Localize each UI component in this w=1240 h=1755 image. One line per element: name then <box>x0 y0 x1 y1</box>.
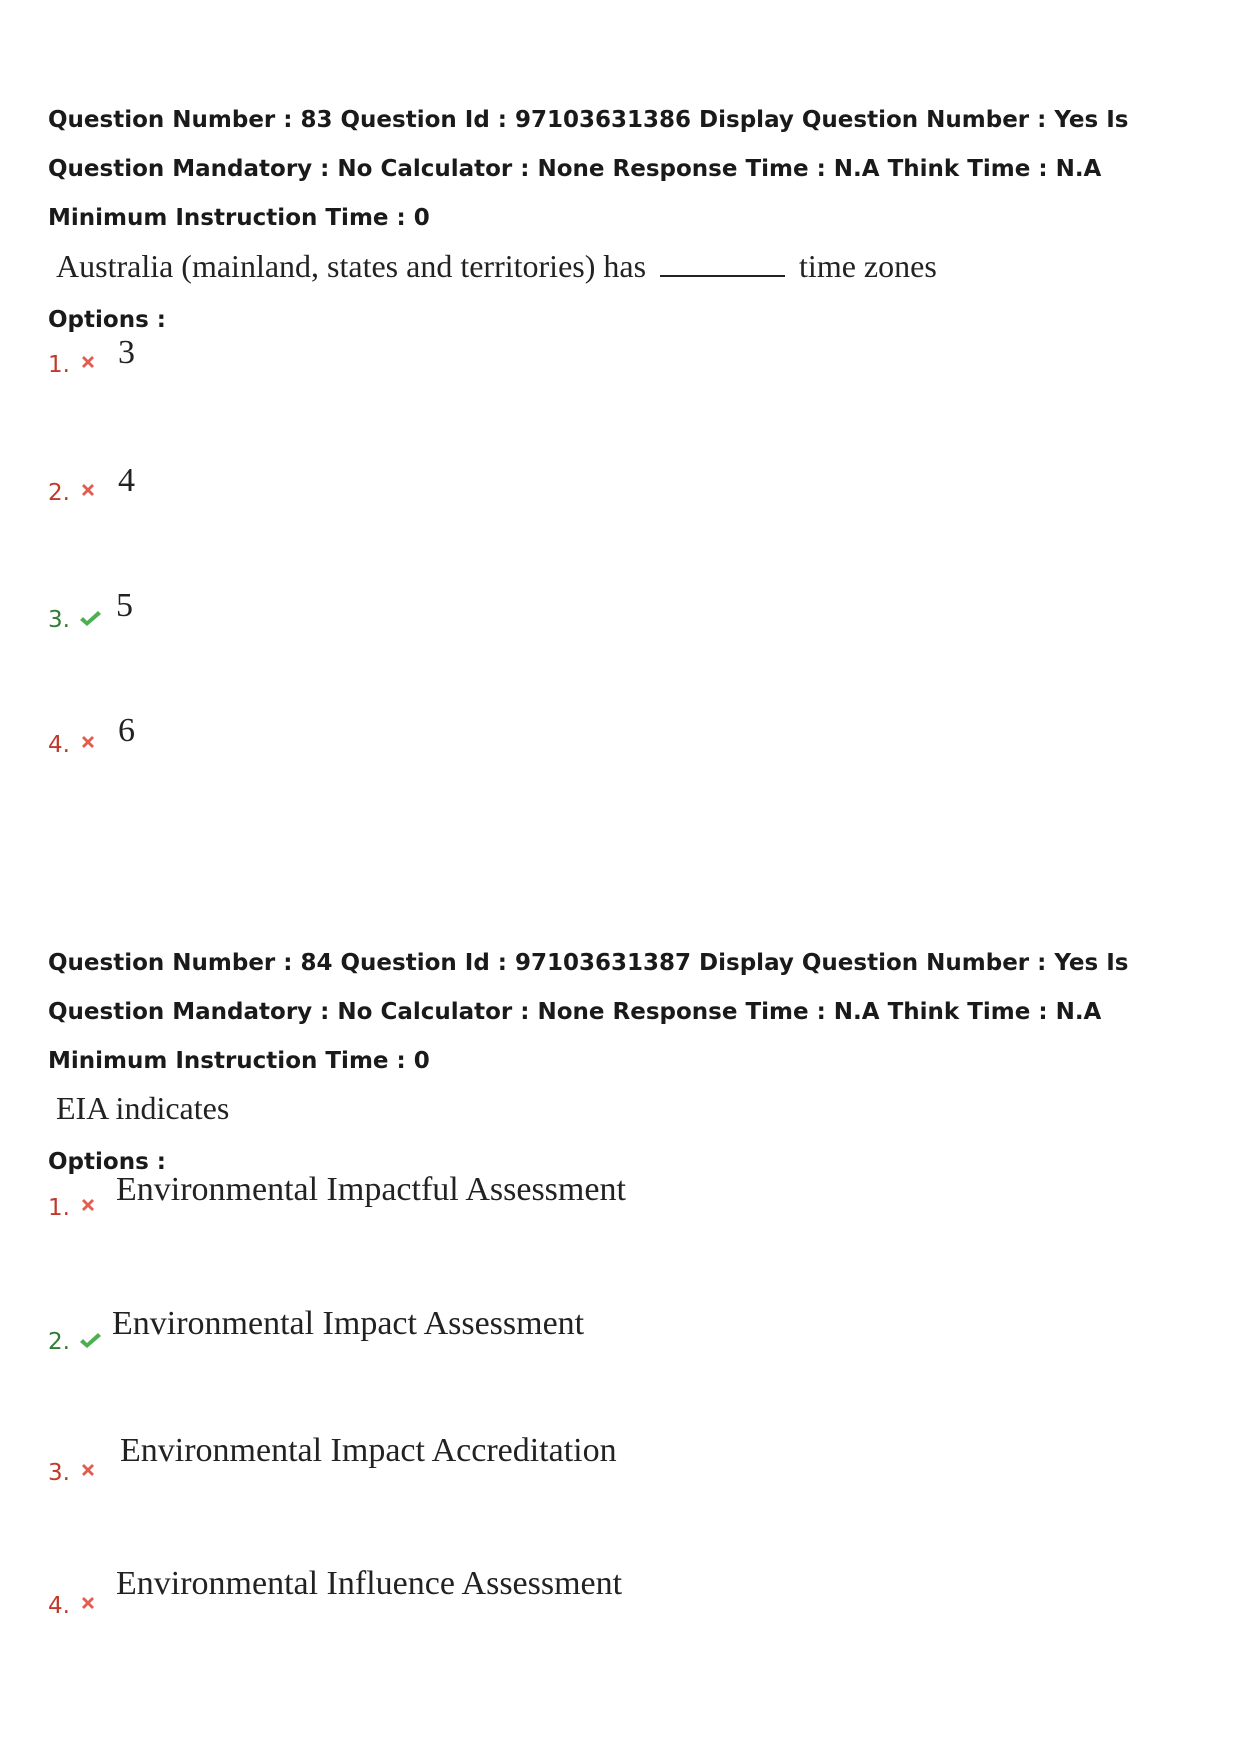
option-1[interactable] <box>48 334 948 378</box>
cross-icon <box>78 352 98 372</box>
cross-icon <box>78 480 98 500</box>
option-number: 1. <box>48 1195 70 1221</box>
question-84 <box>48 939 1208 1619</box>
option-text: Environmental Impactful Assessment <box>116 1171 626 1208</box>
option-3[interactable] <box>48 587 948 633</box>
option-text: 5 <box>116 587 133 624</box>
option-number: 3. <box>48 1460 70 1486</box>
option-text: 4 <box>118 462 135 499</box>
option-number: 4. <box>48 732 70 758</box>
fill-in-blank <box>660 245 785 277</box>
question-stem <box>56 245 1208 286</box>
cross-icon <box>78 1195 98 1215</box>
option-2[interactable] <box>48 462 948 506</box>
option-4[interactable] <box>48 1565 948 1619</box>
option-number: 2. <box>48 1329 70 1355</box>
cross-icon <box>78 1593 98 1613</box>
option-number: 4. <box>48 1593 70 1619</box>
option-text: Environmental Impact Accreditation <box>120 1432 617 1469</box>
checkmark-icon <box>78 609 102 629</box>
option-number: 3. <box>48 607 70 633</box>
options-label: Options : <box>48 1149 166 1175</box>
option-1[interactable] <box>48 1171 948 1221</box>
option-text: Environmental Impact Assessment <box>112 1305 585 1342</box>
question-meta: Question Number : 83 Question Id : 97103631386 Display Question Number : Yes Is Question Mandatory : No Calculator : None Response Time : N.A Think Time : N.A Minimum Instruction Time : 0 <box>48 107 1129 231</box>
option-number: 1. <box>48 352 70 378</box>
option-3[interactable] <box>48 1432 948 1486</box>
checkmark-icon <box>78 1331 102 1351</box>
option-text: 3 <box>118 334 135 371</box>
options-label: Options : <box>48 307 166 333</box>
cross-icon <box>78 732 98 752</box>
option-4[interactable] <box>48 712 948 758</box>
question-stem: EIA indicates <box>56 1090 230 1126</box>
option-number: 2. <box>48 480 70 506</box>
stem-text-before: Australia (mainland, states and territories) has <box>56 248 647 284</box>
question-meta: Question Number : 84 Question Id : 97103631387 Display Question Number : Yes Is Question Mandatory : No Calculator : None Response Time : N.A Think Time : N.A Minimum Instruction Time : 0 <box>48 950 1129 1074</box>
question-83 <box>48 96 1208 758</box>
option-text: 6 <box>118 712 135 749</box>
cross-icon <box>78 1460 98 1480</box>
option-text: Environmental Influence Assessment <box>116 1565 623 1602</box>
stem-text-after: time zones <box>799 248 937 284</box>
option-2[interactable] <box>48 1305 948 1355</box>
